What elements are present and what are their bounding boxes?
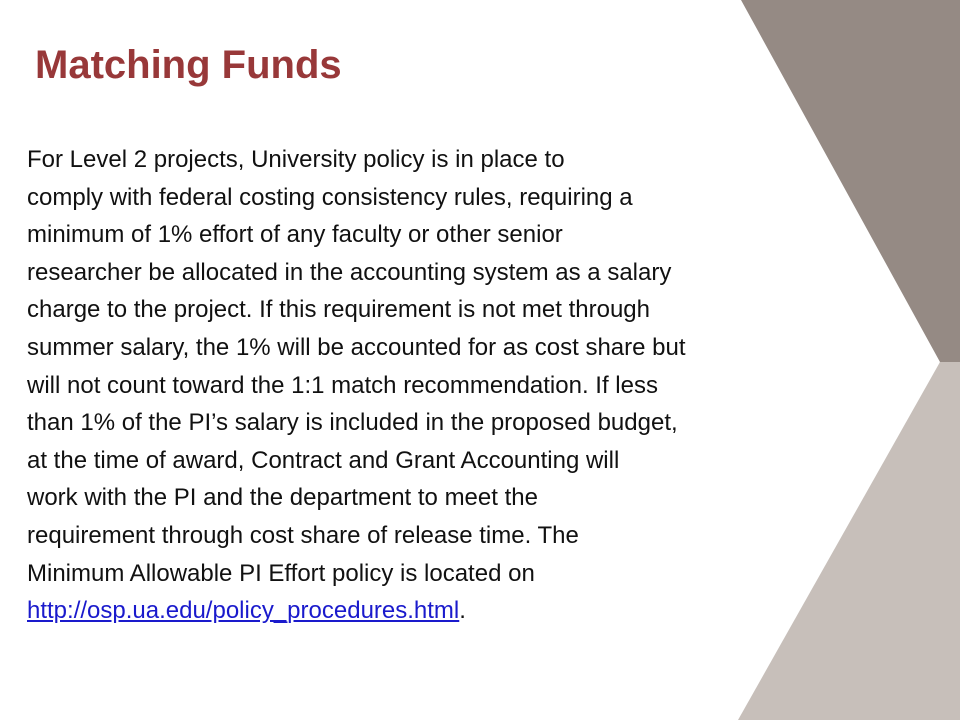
body-line-link [27, 592, 927, 630]
body-line: comply with federal costing consistency rules, requiring a [27, 183, 633, 211]
body-line: work with the PI and the department to meet the [27, 484, 538, 512]
body-line: than 1% of the PI’s salary is included in the proposed budget, [27, 409, 678, 437]
body-line: at the time of award, Contract and Grant Accounting will [27, 446, 620, 474]
body-line: researcher be allocated in the accounting system as a salary [27, 258, 672, 286]
body-line: minimum of 1% effort of any faculty or other senior [27, 221, 563, 249]
link-suffix: . [459, 597, 466, 625]
body-line: requirement through cost share of release time. The [27, 521, 579, 549]
policy-link[interactable]: http://osp.ua.edu/policy_procedures.html [27, 597, 460, 625]
body-line: charge to the project. If this requirement is not met through [27, 296, 650, 324]
body-line: Minimum Allowable PI Effort policy is located on [27, 559, 535, 587]
body-line: summer salary, the 1% will be accounted for as cost share but [27, 333, 686, 361]
slide-body [27, 141, 927, 630]
body-line: will not count toward the 1:1 match recommendation. If less [27, 371, 658, 399]
slide-title: Matching Funds [35, 43, 342, 87]
body-line: For Level 2 projects, University policy is in place to [27, 146, 565, 173]
